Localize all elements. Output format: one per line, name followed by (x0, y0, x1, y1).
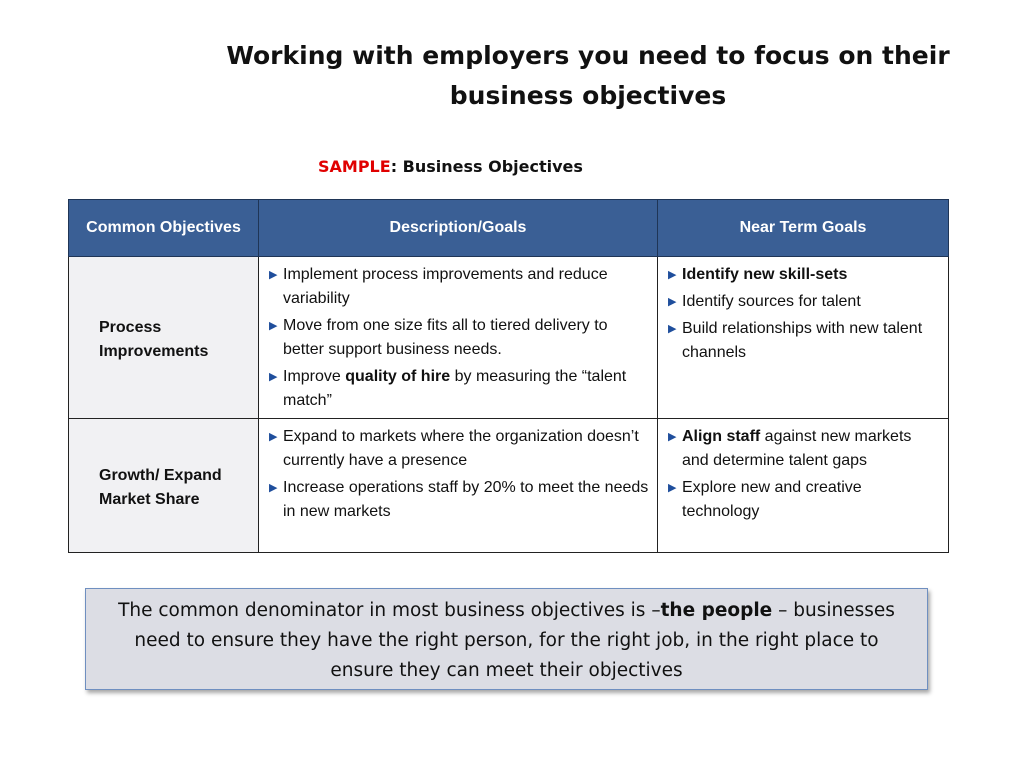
table-row (69, 419, 949, 553)
bullet-arrow-icon: ▶ (269, 371, 278, 383)
callout-emphasis: the people (660, 600, 773, 621)
list-item: ▶ Improve quality of hire by measuring the “talent match” (267, 365, 651, 413)
bullet-arrow-icon: ▶ (668, 431, 677, 443)
table-row (69, 257, 949, 419)
list-item: ▶ Identify sources for talent (666, 290, 942, 314)
bullet-arrow-icon: ▶ (668, 269, 677, 281)
objectives-table (68, 199, 949, 553)
row-label: Growth/ Expand Market Share (69, 419, 259, 553)
list-item: ▶ Build relationships with new talent channels (666, 317, 942, 365)
list-item: ▶ Expand to markets where the organization doesn’t currently have a presence (267, 425, 651, 473)
header-common-objectives: Common Objectives (69, 200, 259, 257)
bullet-arrow-icon: ▶ (269, 482, 278, 494)
callout-text-end: – businesses need to ensure they have the right person, for the right job, in the right place to ensure they can meet their objectives (134, 600, 895, 681)
table-caption (318, 157, 583, 176)
list-item: ▶ Identify new skill-sets (666, 263, 942, 287)
near-term-cell (658, 419, 949, 553)
bullet-arrow-icon: ▶ (269, 431, 278, 443)
near-term-cell (658, 257, 949, 419)
bullet-arrow-icon: ▶ (668, 296, 677, 308)
bullet-arrow-icon: ▶ (269, 320, 278, 332)
bullet-arrow-icon: ▶ (668, 323, 677, 335)
summary-callout (85, 588, 928, 690)
list-item: ▶ Implement process improvements and reduce variability (267, 263, 651, 311)
callout-text-start: The common denominator in most business objectives is – (118, 600, 661, 621)
bullet-arrow-icon: ▶ (269, 269, 278, 281)
description-cell (259, 257, 658, 419)
sample-label: SAMPLE (318, 157, 391, 176)
row-label: Process Improvements (69, 257, 259, 419)
list-item: ▶ Explore new and creative technology (666, 476, 942, 524)
list-item: ▶ Align staff against new markets and determine talent gaps (666, 425, 942, 473)
list-item: ▶ Increase operations staff by 20% to meet the needs in new markets (267, 476, 651, 524)
table-header-row (69, 200, 949, 257)
caption-text: : Business Objectives (390, 157, 583, 176)
description-cell (259, 419, 658, 553)
bullet-arrow-icon: ▶ (668, 482, 677, 494)
header-description-goals: Description/Goals (259, 200, 658, 257)
header-near-term-goals: Near Term Goals (658, 200, 949, 257)
page-title: Working with employers you need to focus on their business objectives (226, 41, 950, 110)
list-item: ▶ Move from one size fits all to tiered delivery to better support business needs. (267, 314, 651, 362)
